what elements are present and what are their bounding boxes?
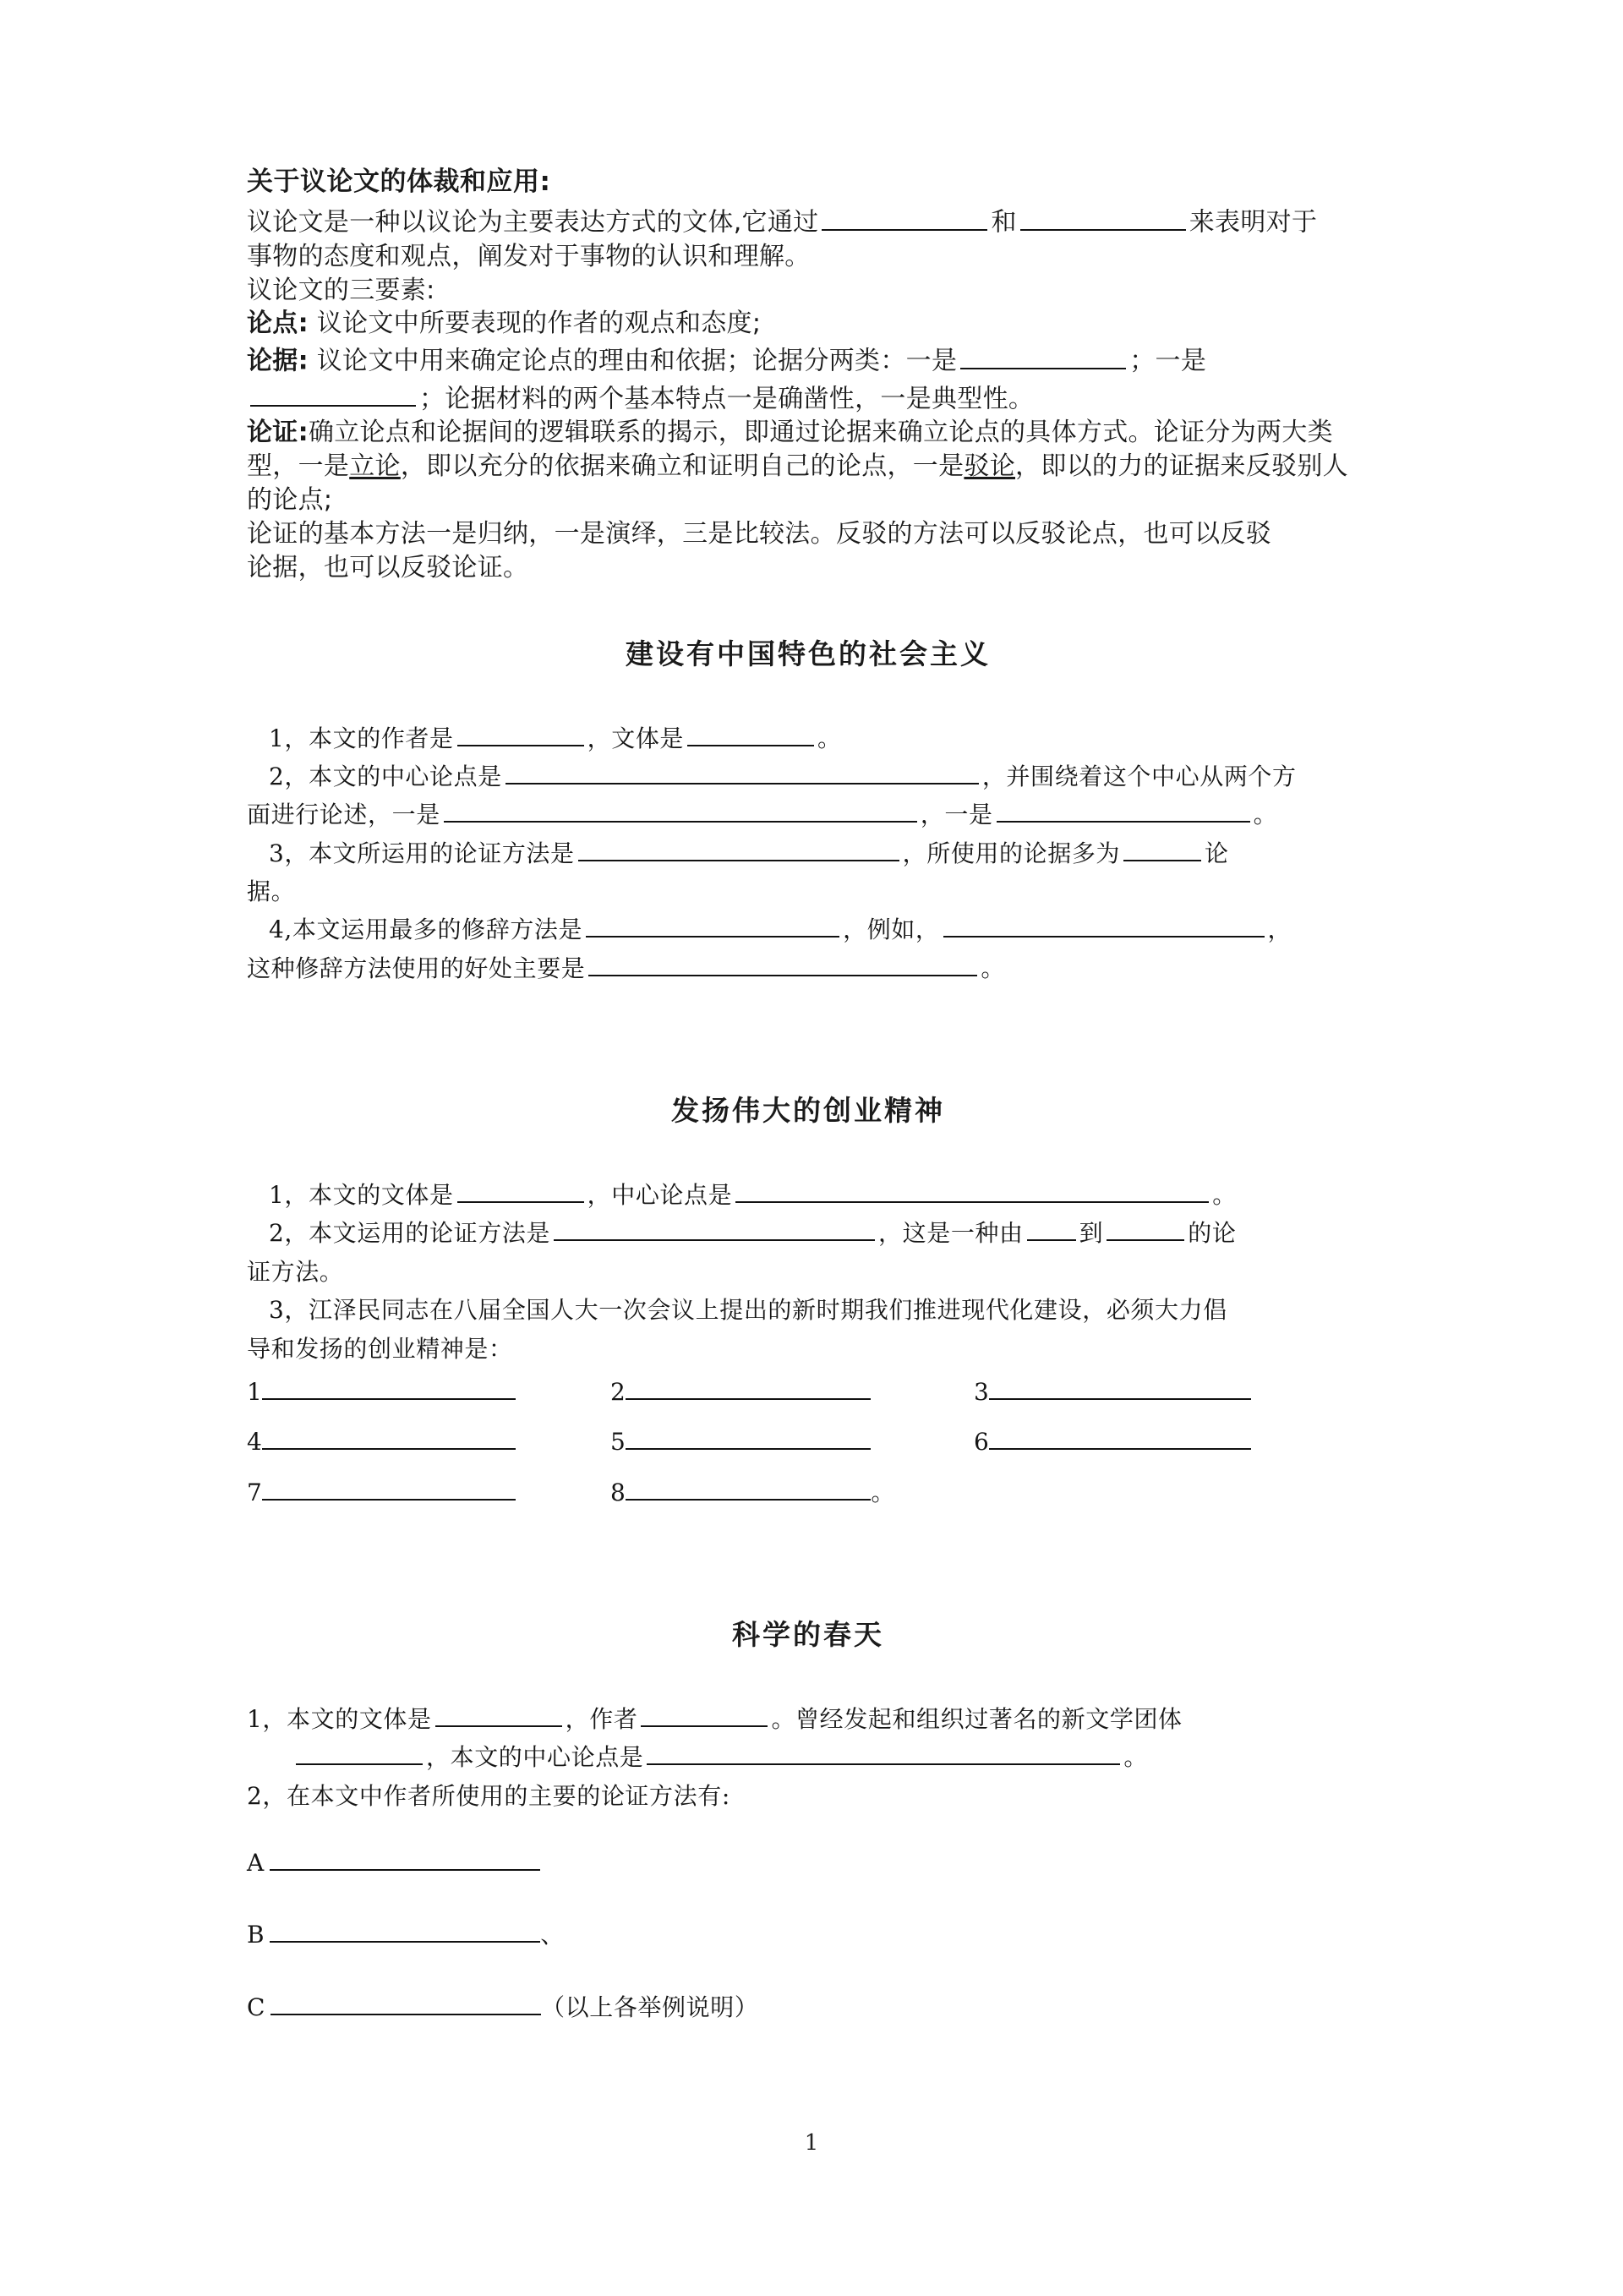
intro-heading: 关于议论文的体裁和应用: xyxy=(247,167,551,197)
lunzheng-text-b: 两大类型，一是 xyxy=(247,418,1333,482)
choice-blank-a[interactable] xyxy=(270,1845,540,1871)
item-blank-3[interactable] xyxy=(989,1375,1251,1400)
item-number: 8 xyxy=(610,1478,626,1506)
list-item xyxy=(247,1373,610,1411)
s3-q1-text-d: ，本文的中心论点是 xyxy=(426,1743,644,1772)
s1-q4-blank-benefit[interactable] xyxy=(588,949,977,976)
s2-q2-blank-from[interactable] xyxy=(1027,1215,1076,1241)
section1-questions xyxy=(247,719,1369,988)
choice-letter: A xyxy=(247,1849,265,1878)
s1-q2-text-d: ，一是 xyxy=(920,801,993,829)
s1-q3-blank-evidence[interactable] xyxy=(1123,834,1201,861)
item-number: 4 xyxy=(247,1428,263,1457)
s2-q2-text-d: 的论 xyxy=(1188,1219,1237,1248)
s3-q1-text-e: 。 xyxy=(1123,1743,1149,1772)
list-item xyxy=(610,1423,974,1461)
item-number: 1 xyxy=(247,1377,263,1406)
item-blank-1[interactable] xyxy=(262,1375,516,1400)
s1-q4-text-d: 这种修辞方法使用的好处主要是 xyxy=(247,954,586,982)
section1-q3-line1 xyxy=(247,834,1369,872)
intro-three-elements: 议论文的三要素: xyxy=(247,275,435,305)
list-item xyxy=(610,1373,974,1411)
list-item xyxy=(247,1423,610,1461)
section2-questions xyxy=(247,1176,1369,1512)
s1-q2-text-e: 。 xyxy=(1253,801,1278,829)
s1-q3-text-b: ，所使用的论据多为 xyxy=(902,839,1121,867)
lundian-line xyxy=(247,307,1369,341)
intro-blank-1[interactable] xyxy=(822,202,987,231)
item-blank-4[interactable] xyxy=(262,1424,516,1450)
lunju-text-b: ；一是 xyxy=(1129,346,1207,376)
item-number: 7 xyxy=(247,1478,263,1506)
choice-suffix: （以上各举例说明） xyxy=(541,1993,759,2021)
lunju-line-2 xyxy=(247,379,1369,416)
section2-q2-line2: 证方法。 xyxy=(247,1257,344,1286)
lunzheng-text-a: 确立论点和论据间的逻辑联系的揭示，即通过论据来确立论点的具体方式。论证分为 xyxy=(308,418,1257,448)
lunzheng-paragraph xyxy=(247,416,1369,517)
choice-blank-b[interactable] xyxy=(270,1917,540,1943)
s1-q2-blank-aspect2[interactable] xyxy=(997,796,1250,823)
section3-choice-b xyxy=(247,1911,1369,1959)
section1-q4-line2 xyxy=(247,949,1369,987)
s2-q1-text-a: 1，本文的文体是 xyxy=(269,1181,454,1210)
section1-q3-line2: 据。 xyxy=(247,877,296,906)
s1-q1-text-b: ，文体是 xyxy=(587,724,685,752)
section2-q1 xyxy=(247,1176,1369,1214)
choice-letter: C xyxy=(247,1993,266,2021)
section3-choice-a xyxy=(247,1839,1369,1887)
list-terminator: 。 xyxy=(871,1478,896,1506)
item-blank-6[interactable] xyxy=(989,1424,1251,1450)
item-blank-7[interactable] xyxy=(262,1475,516,1501)
section1-q1 xyxy=(247,719,1369,757)
lundian-label: 论点: xyxy=(247,309,309,339)
s1-q2-text-a: 2，本文的中心论点是 xyxy=(269,762,502,790)
s1-q2-text-c: 面进行论述，一是 xyxy=(247,801,440,829)
list-item xyxy=(610,1473,974,1512)
section3-q1-line2 xyxy=(247,1738,1369,1776)
s2-q2-blank-to[interactable] xyxy=(1107,1215,1184,1241)
s3-q1-text-b: ，作者 xyxy=(565,1704,638,1733)
s3-q1-blank-genre[interactable] xyxy=(435,1701,562,1727)
s2-q1-blank-thesis[interactable] xyxy=(735,1177,1209,1203)
intro-blank-2[interactable] xyxy=(1020,202,1186,231)
item-number: 5 xyxy=(610,1428,626,1457)
intro-line1-text-c: 来表明对于 xyxy=(1189,207,1318,238)
lunzheng-text-c: ，即以充分的依据来确立和证明自己的论点，一是 xyxy=(400,451,965,482)
s1-q2-text-b: ，并围绕着这个中心从两个方 xyxy=(981,762,1297,790)
section-chuangye xyxy=(247,1089,1369,1512)
s3-q1-blank-group[interactable] xyxy=(296,1739,423,1765)
s1-q4-blank-rhetoric[interactable] xyxy=(586,911,839,938)
s1-q1-blank-author[interactable] xyxy=(457,719,584,746)
method-line-2: 论据，也可以反驳论证。 xyxy=(247,552,529,582)
lunju-blank-1[interactable] xyxy=(960,341,1126,369)
lunju-label: 论据: xyxy=(247,346,309,376)
intro-line1-text-a: 议论文是一种以议论为主要表达方式的文体,它通过 xyxy=(247,207,819,238)
section1-title: 建设有中国特色的社会主义 xyxy=(626,637,991,670)
choice-blank-c[interactable] xyxy=(270,1990,541,2015)
section3-q2: 2，在本文中作者所使用的主要的论证方法有: xyxy=(247,1781,730,1810)
section2-title: 发扬伟大的创业精神 xyxy=(671,1094,945,1128)
lundian-text: 议论文中所要表现的作者的观点和态度; xyxy=(316,309,762,339)
list-item xyxy=(974,1423,1337,1461)
intro-section xyxy=(247,165,1369,585)
s1-q3-text-c: 论 xyxy=(1205,839,1229,867)
item-blank-2[interactable] xyxy=(626,1375,871,1400)
s2-q2-text-b: ，这是一种由 xyxy=(878,1219,1024,1248)
section3-q1-line1 xyxy=(247,1700,1369,1738)
s1-q3-blank-method[interactable] xyxy=(578,834,899,861)
list-item xyxy=(247,1473,610,1512)
s3-q1-text-a: 1，本文的文体是 xyxy=(247,1704,432,1733)
intro-line1-text-b: 和 xyxy=(991,207,1017,238)
s2-q1-blank-genre[interactable] xyxy=(457,1177,584,1203)
s1-q4-text-e: 。 xyxy=(981,954,1006,982)
s1-q2-blank-thesis[interactable] xyxy=(505,758,979,784)
lunju-blank-2[interactable] xyxy=(250,379,416,407)
lunzheng-label: 论证: xyxy=(247,418,309,448)
item-number: 6 xyxy=(974,1428,990,1457)
s2-q2-text-c: 到 xyxy=(1079,1219,1104,1248)
s1-q3-text-a: 3，本文所运用的论证方法是 xyxy=(269,839,575,867)
section-jianshe xyxy=(247,632,1369,988)
section3-questions xyxy=(247,1700,1369,2031)
intro-line-2: 事物的态度和观点，阐发对于事物的认识和理解。 xyxy=(247,241,811,271)
section1-q4-line1 xyxy=(247,910,1369,948)
s1-q1-blank-genre[interactable] xyxy=(687,719,814,746)
section2-q3-line1: 3，江泽民同志在八届全国人大一次会议上提出的新时期我们推进现代化建设，必须大力倡 xyxy=(269,1296,1227,1325)
s1-q4-text-c: ， xyxy=(1267,916,1292,944)
lunju-line-1 xyxy=(247,341,1369,378)
s3-q1-blank-thesis[interactable] xyxy=(647,1739,1120,1765)
s1-q4-blank-example[interactable] xyxy=(943,911,1265,938)
s1-q4-text-b: ，例如， xyxy=(843,916,940,944)
section2-spirit-list xyxy=(247,1373,1369,1512)
choice-letter: B xyxy=(247,1921,265,1949)
section-kexue xyxy=(247,1613,1369,2031)
lunzheng-text-d: ，即以的力的证 xyxy=(1015,451,1195,482)
s2-q2-blank-method[interactable] xyxy=(554,1215,875,1241)
method-line-1: 论证的基本方法一是归纳，一是演绎，三是比较法。反驳的方法可以反驳论点，也可以反驳 xyxy=(247,518,1271,549)
s3-q1-blank-author[interactable] xyxy=(641,1701,768,1727)
section1-q2-line1 xyxy=(247,757,1369,795)
section2-q2-line1 xyxy=(247,1214,1369,1252)
s3-q1-text-c: 。曾经发起和组织过著名的新文学团体 xyxy=(771,1704,1183,1733)
s1-q4-text-a: 4,本文运用最多的修辞方法是 xyxy=(269,916,583,944)
choice-suffix: 、 xyxy=(540,1921,565,1949)
item-number: 2 xyxy=(610,1377,626,1406)
section1-q2-line2 xyxy=(247,795,1369,834)
section3-choice-c xyxy=(247,1983,1369,2031)
s2-q1-text-c: 。 xyxy=(1212,1181,1237,1210)
s1-q1-text-c: 。 xyxy=(817,724,842,752)
lunzheng-emphasis-lilun: 立论 xyxy=(349,451,401,482)
item-blank-8[interactable] xyxy=(626,1475,871,1501)
s2-q2-text-a: 2，本文运用的论证方法是 xyxy=(269,1219,551,1248)
section2-q3-line2: 导和发扬的创业精神是： xyxy=(247,1334,513,1363)
s1-q1-text-a: 1，本文的作者是 xyxy=(269,724,454,752)
intro-line-1 xyxy=(247,202,1369,239)
lunzheng-emphasis-bolun: 驳论 xyxy=(964,451,1016,482)
section3-title: 科学的春天 xyxy=(732,1617,884,1651)
lunju-text-c: ；论据材料的两个基本特点一是确凿性，一是典型性。 xyxy=(419,384,1035,414)
item-number: 3 xyxy=(974,1377,990,1406)
s2-q1-text-b: ，中心论点是 xyxy=(587,1181,733,1210)
list-item xyxy=(974,1373,1337,1411)
page-number: 1 xyxy=(804,2130,819,2156)
s1-q2-blank-aspect1[interactable] xyxy=(444,796,917,823)
lunju-text-a: 议论文中用来确定论点的理由和依据；论据分两类：一是 xyxy=(316,346,958,376)
lunzheng-text-e: 据来反驳别人的论点; xyxy=(247,451,1348,515)
item-blank-5[interactable] xyxy=(626,1424,871,1450)
